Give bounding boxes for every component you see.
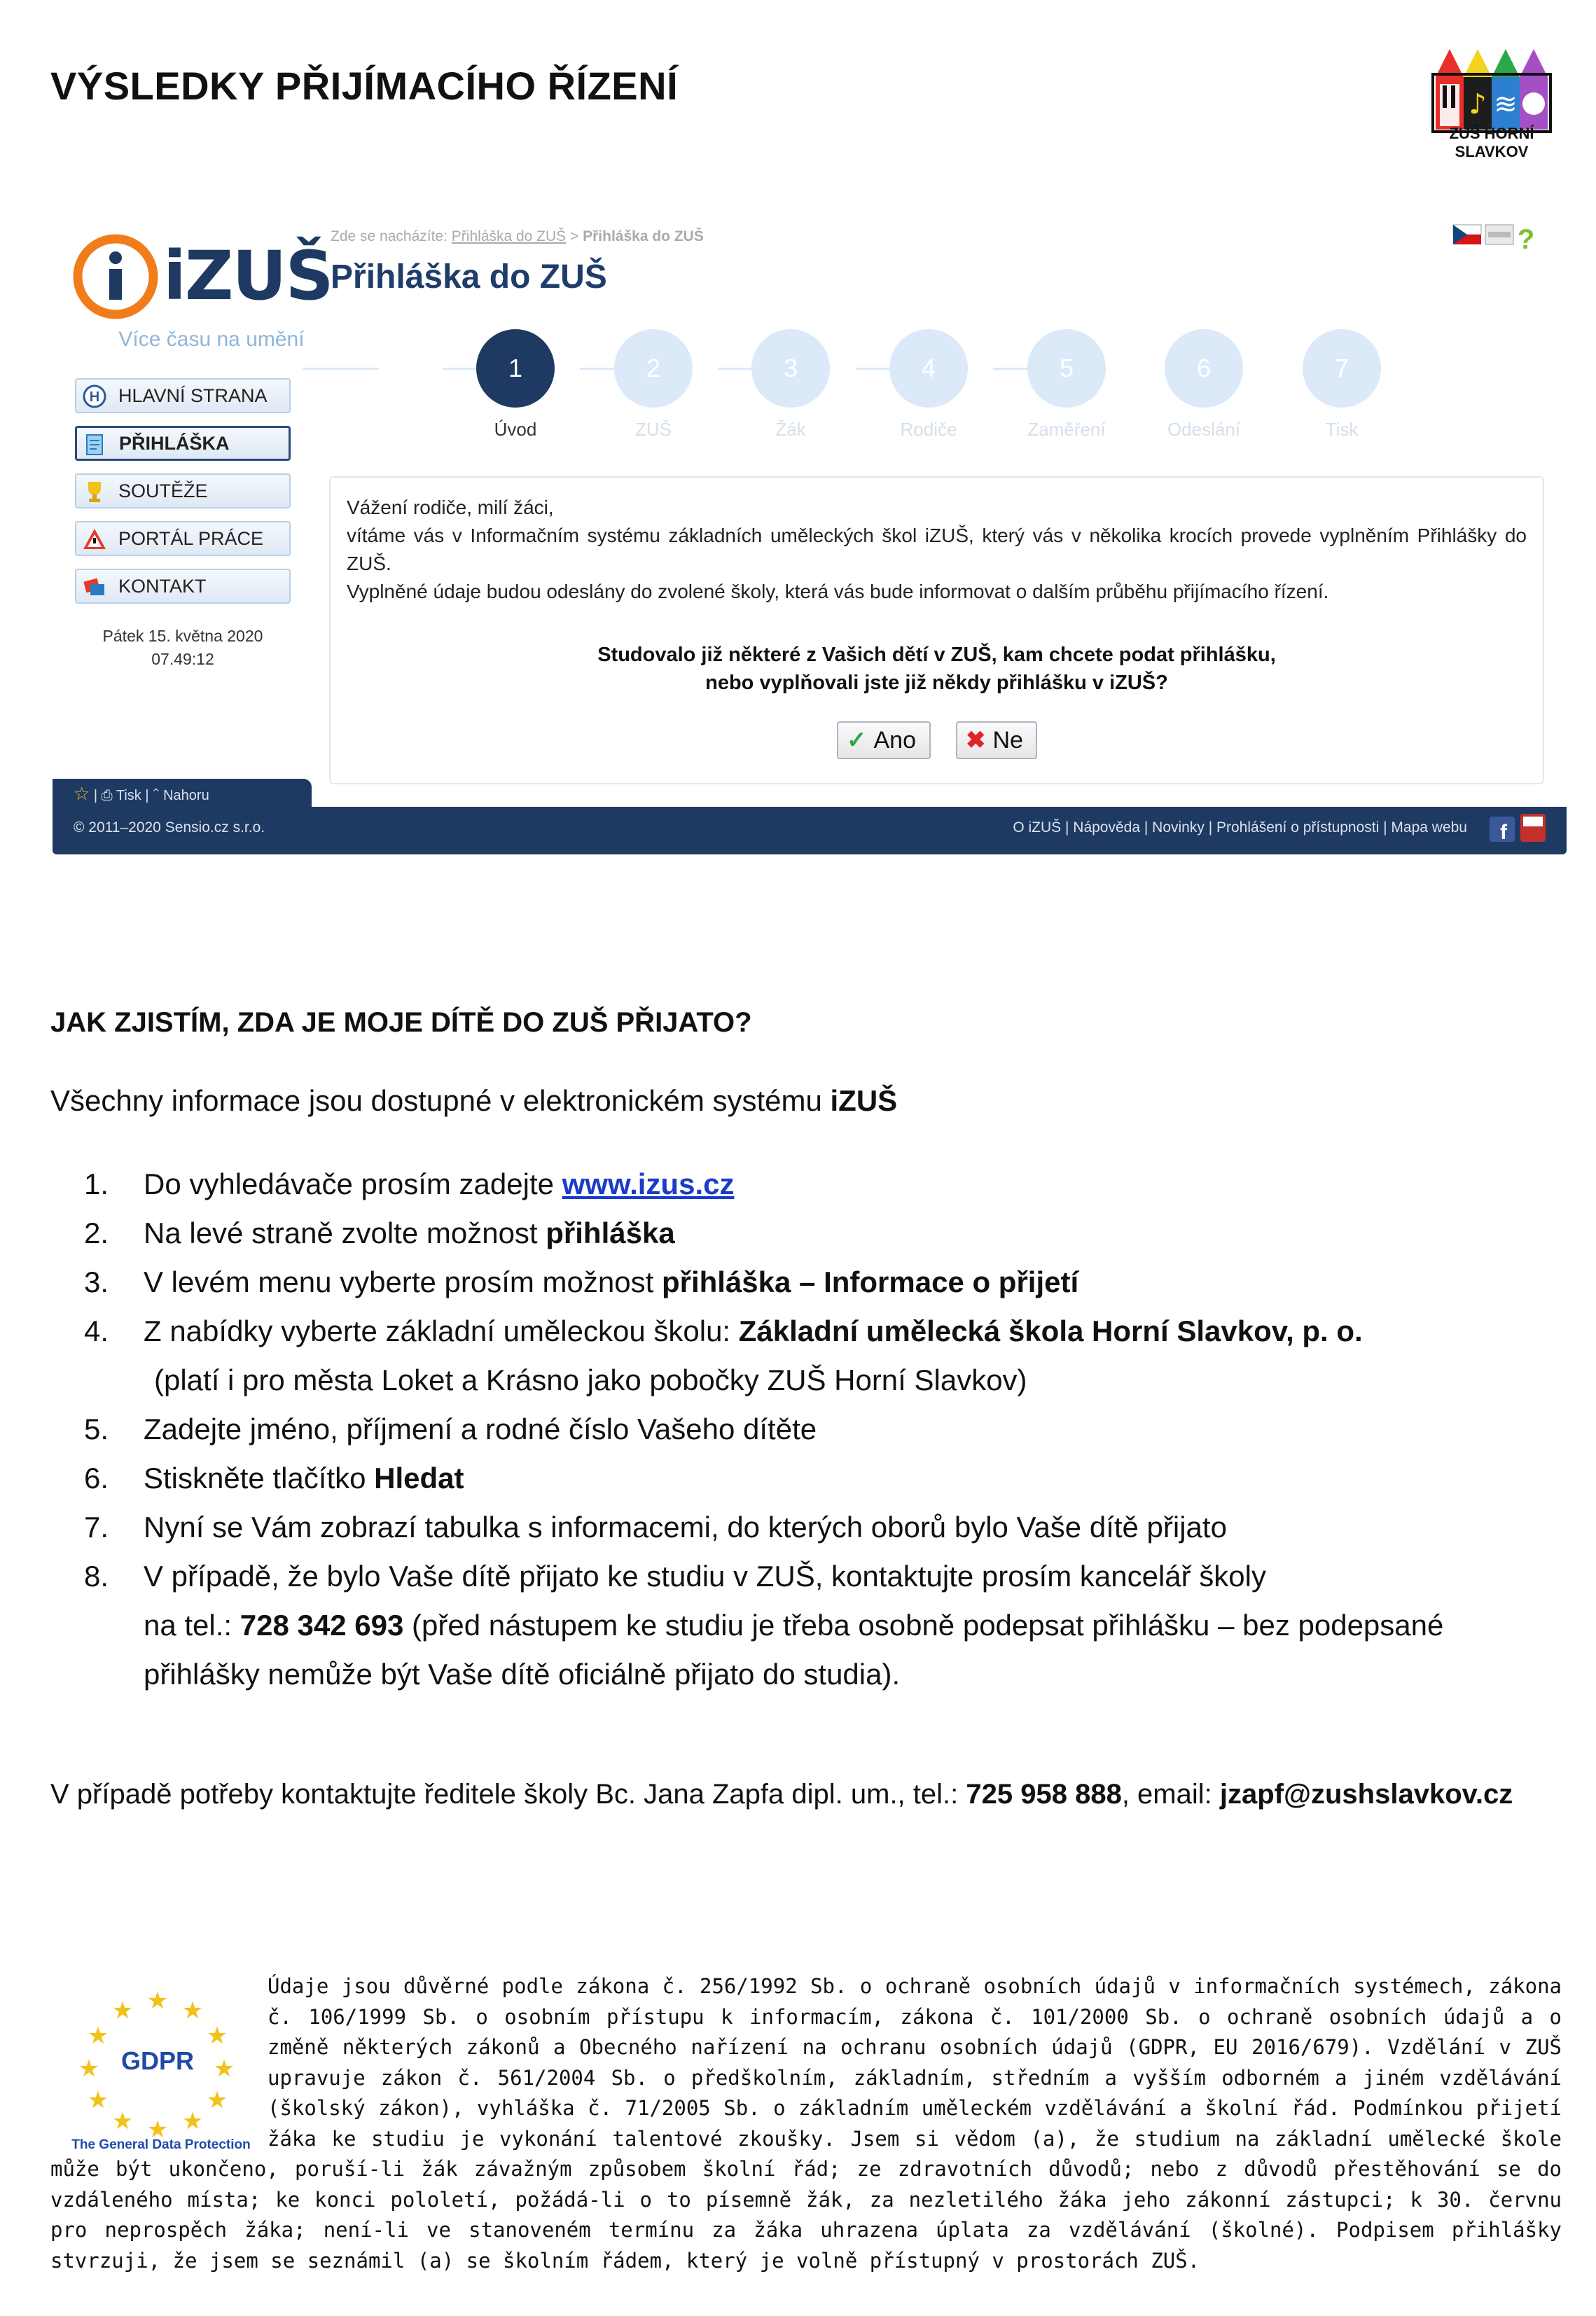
step-1-circle[interactable]: 1 xyxy=(476,329,555,408)
welcome-paragraph: Vyplněné údaje budou odeslány do zvolené školy, která vás bude informovat o dalším průběhu přijímacího řízení. xyxy=(347,581,1329,602)
svg-text:♪: ♪ xyxy=(1469,88,1487,120)
list-item xyxy=(84,1258,1555,1307)
director-email[interactable]: jzapf@zushslavkov.cz xyxy=(1219,1779,1513,1810)
list-number: 3. xyxy=(84,1266,109,1298)
form-heading: Přihláška do ZUŠ xyxy=(331,258,607,296)
star-icon[interactable]: ☆ xyxy=(74,783,90,804)
svg-text:★: ★ xyxy=(213,2055,235,2083)
welcome-greeting: Vážení rodiče, milí žáci, xyxy=(347,497,554,518)
gdpr-text: Údaje jsou důvěrné podle zákona č. 256/1992 Sb. o ochraně osobních údajů v informačních systémech, zákona č. 106/1999 Sb. o osobním přístupu k informacím, zákona č. 101/2000 Sb. o ochraně osobních údajů a o změně některých zákonů a Obecného nařízení na ochranu osobních údajů (GDPR, EU 2016/679). Vzdělání v ZUŠ upravuje zákon č. 561/2004 Sb. o předškolním, základním, středním a vyšším odborném a jiném vzdělávání (školský zákon), vyhláška č. 71/2005 Sb. o základním uměleckém vzdělávání a školní řád. Podmínkou přijetí žáka ke studiu je vykonání talentové zkoušky. Jsem si vědom (a), že studium na základní umělecké škole může být ukončeno, poruší-li žák závažným způsobem školní řád; ze zdravotních důvodů; nebo z důvodů přestěhování se do vzdáleného místa; ke konci pololetí, požádá-li o to písemně žák, za nezletilého žáka jeho zákonní zástupci; k 30. červnu pro neprospěch žáka; není-li ve stanoveném termínu za žáka uhrazena úplata za vzdělávání (školné). Podpisem přihlášky stvrzuji, že jsem se seznámil (a) se školním řádem, který je volně přístupný v prostorách ZUŠ. xyxy=(50,1974,1562,2273)
izus-screenshot xyxy=(53,210,1567,854)
list-item xyxy=(84,1209,1555,1258)
item-text: Nyní se Vám zobrazí tabulka s informacemi, do kterých oborů bylo Vaše dítě přijato xyxy=(144,1511,1227,1544)
contact-card-icon xyxy=(82,574,107,599)
no-button[interactable] xyxy=(956,721,1037,759)
time-line: 07.49:12 xyxy=(151,650,214,668)
svg-text:f: f xyxy=(1500,821,1507,844)
list-number: 2. xyxy=(84,1216,109,1249)
facebook-icon[interactable] xyxy=(1490,817,1515,844)
question-line: Studovalo již některé z Vašich dětí v ZUŠ, kam chcete podat přihlášku, xyxy=(597,644,1276,666)
instructions-list xyxy=(84,1160,1555,1699)
list-item xyxy=(84,1454,1555,1503)
svg-text:★: ★ xyxy=(181,2107,204,2135)
breadcrumb-separator: > xyxy=(566,228,583,244)
footer-link-news[interactable]: Novinky xyxy=(1152,819,1205,835)
contact-line xyxy=(50,1779,1513,1810)
item-text: Zadejte jméno, příjmení a rodné číslo Vašeho dítěte xyxy=(144,1413,817,1445)
cross-icon: ✖ xyxy=(966,727,986,754)
item-bold: přihláška – Informace o přijetí xyxy=(661,1266,1079,1298)
nav-souteze[interactable] xyxy=(75,473,291,508)
list-number: 8. xyxy=(84,1560,109,1593)
print-link[interactable]: Tisk xyxy=(116,788,141,803)
nav-label: KONTAKT xyxy=(118,575,207,597)
breadcrumb-current: Přihláška do ZUŠ xyxy=(583,228,704,244)
list-item xyxy=(84,1552,1555,1699)
youtube-icon[interactable] xyxy=(1520,814,1546,842)
step-2-label: ZUŠ xyxy=(635,419,672,440)
yes-label: Ano xyxy=(873,726,916,754)
item-bold: přihláška xyxy=(546,1216,675,1249)
item-text: Stiskněte tlačítko xyxy=(144,1462,375,1495)
nav-label: PORTÁL PRÁCE xyxy=(118,527,264,549)
izus-brand: iZUŠ xyxy=(163,237,333,315)
step-6-circle[interactable]: 6 xyxy=(1165,329,1243,408)
footer-link-accessibility[interactable]: Prohlášení o přístupnosti xyxy=(1216,819,1380,835)
date-line: Pátek 15. května 2020 xyxy=(102,627,263,645)
list-number: 1. xyxy=(84,1167,109,1200)
svg-text:H: H xyxy=(89,389,100,405)
intro-plain: Všechny informace jsou dostupné v elektronickém systému xyxy=(50,1084,831,1117)
step-6-label: Odeslání xyxy=(1167,419,1241,440)
warning-sign-icon xyxy=(82,527,107,552)
page-title: VÝSLEDKY PŘIJÍMACÍHO ŘÍZENÍ xyxy=(50,64,679,108)
izus-tagline: Více času na umění xyxy=(118,328,305,351)
svg-text:★: ★ xyxy=(181,1997,204,2025)
footer-tools xyxy=(74,783,209,805)
list-item xyxy=(84,1405,1555,1454)
contact-email-label: , email: xyxy=(1121,1779,1220,1810)
izus-link[interactable]: www.izus.cz xyxy=(562,1167,735,1200)
director-phone: 725 958 888 xyxy=(966,1779,1122,1810)
help-icon[interactable]: ? xyxy=(1517,224,1535,255)
item-text: (před nástupem ke studiu je třeba osobně podepsat přihlášku – bez podepsané xyxy=(403,1609,1444,1642)
step-5-circle[interactable]: 5 xyxy=(1027,329,1106,408)
check-icon: ✓ xyxy=(847,727,867,754)
step-7-circle[interactable]: 7 xyxy=(1303,329,1381,408)
czech-flag-icon[interactable] xyxy=(1453,225,1481,244)
step-4-label: Rodiče xyxy=(900,419,957,440)
yes-button[interactable] xyxy=(837,721,931,759)
language-flag-icon[interactable] xyxy=(1485,225,1513,244)
nav-label: PŘIHLÁŠKA xyxy=(119,432,230,454)
copyright: © 2011–2020 Sensio.cz s.r.o. xyxy=(74,819,265,835)
intro-text xyxy=(50,1084,897,1118)
print-icon[interactable]: ⎙ xyxy=(101,788,113,803)
list-number: 5. xyxy=(84,1413,109,1445)
list-item xyxy=(84,1307,1555,1405)
document-icon xyxy=(83,432,108,457)
list-number: 6. xyxy=(84,1462,109,1495)
breadcrumb xyxy=(331,228,704,245)
step-4-circle[interactable]: 4 xyxy=(889,329,968,408)
svg-text:≋: ≋ xyxy=(1494,88,1518,120)
item-bold: Základní umělecká škola Horní Slavkov, p. o. xyxy=(738,1315,1363,1347)
list-item xyxy=(84,1503,1555,1552)
item-text: Na levé straně zvolte možnost xyxy=(144,1216,546,1249)
svg-text:★: ★ xyxy=(206,2086,228,2114)
svg-text:★: ★ xyxy=(146,2116,169,2144)
social-icons[interactable] xyxy=(1488,811,1558,846)
svg-text:★: ★ xyxy=(206,2022,228,2050)
separator: | xyxy=(93,788,102,803)
intro-bold: iZUŠ xyxy=(830,1084,898,1117)
item-note: (platí i pro města Loket a Krásno jako pobočky ZUŠ Horní Slavkov) xyxy=(154,1364,1027,1396)
item-text: V případě, že bylo Vaše dítě přijato ke studiu v ZUŠ, kontaktujte prosím kancelář školy xyxy=(144,1560,1266,1593)
logo-caption: ZUŠ HORNÍ SLAVKOV xyxy=(1449,125,1534,160)
section-heading: JAK ZJISTÍM, ZDA JE MOJE DÍTĚ DO ZUŠ PŘIJATO? xyxy=(50,1007,752,1038)
nav-portal-prace[interactable] xyxy=(75,521,291,556)
gdpr-badge-label: GDPR xyxy=(120,2046,194,2075)
svg-text:★: ★ xyxy=(78,2055,100,2083)
up-arrow-icon[interactable]: ⌃ xyxy=(153,788,160,803)
item-text: Z nabídky vyberte základní uměleckou školu: xyxy=(144,1315,739,1347)
item-text: V levém menu vyberte prosím možnost xyxy=(144,1266,662,1298)
nav-label: SOUTĚŽE xyxy=(118,480,208,501)
step-2-circle[interactable]: 2 xyxy=(614,329,693,408)
home-icon xyxy=(82,384,107,409)
svg-text:★: ★ xyxy=(111,1997,134,2025)
separator: | xyxy=(145,788,153,803)
item-text: Do vyhledávače prosím zadejte xyxy=(144,1167,562,1200)
language-flags[interactable] xyxy=(1452,221,1536,256)
list-number: 7. xyxy=(84,1511,109,1544)
item-bold: Hledat xyxy=(374,1462,464,1495)
trophy-icon xyxy=(82,479,107,504)
step-5-label: Zaměření xyxy=(1027,419,1106,440)
welcome-paragraph: vítáme vás v Informačním systému základních uměleckých škol iZUŠ, který vás v několika krocích provede vyplněním Přihlášky do ZUŠ. xyxy=(347,525,1527,574)
nav-label: HLAVNÍ STRANA xyxy=(118,384,268,406)
footer-link-help[interactable]: Nápověda xyxy=(1073,819,1141,835)
step-3-label: Žák xyxy=(775,419,806,440)
svg-text:★: ★ xyxy=(111,2107,134,2135)
breadcrumb-prefix: Zde se nacházíte: xyxy=(331,228,447,244)
question-text xyxy=(347,641,1527,697)
footer-links: O iZUŠ | Nápověda | Novinky | Prohlášení o přístupnosti | Mapa webu xyxy=(1013,819,1467,835)
gdpr-notice xyxy=(50,1971,1562,2276)
footer-link-about[interactable]: O iZUŠ xyxy=(1013,819,1062,835)
step-7-label: Tisk xyxy=(1325,419,1359,440)
list-item xyxy=(84,1160,1555,1209)
svg-text:★: ★ xyxy=(146,1987,169,2015)
item-text: na tel.: xyxy=(144,1609,240,1642)
no-label: Ne xyxy=(992,726,1023,754)
nav-hlavni-strana[interactable] xyxy=(75,378,291,413)
top-link[interactable]: Nahoru xyxy=(163,788,209,803)
step-1-label: Úvod xyxy=(494,419,537,440)
gdpr-badge xyxy=(46,1982,277,2157)
breadcrumb-link[interactable]: Přihláška do ZUŠ xyxy=(451,228,567,244)
current-date xyxy=(75,625,291,671)
office-phone: 728 342 693 xyxy=(240,1609,404,1642)
svg-text:★: ★ xyxy=(87,2086,109,2114)
list-number: 4. xyxy=(84,1315,109,1347)
nav-prihlaska[interactable] xyxy=(75,426,291,461)
gdpr-badge-caption: The General Data Protection xyxy=(71,2137,251,2152)
welcome-text xyxy=(347,494,1527,606)
question-line: nebo vyplňovali jste již někdy přihlášku v iZUŠ? xyxy=(705,672,1168,694)
svg-text:★: ★ xyxy=(87,2022,109,2050)
step-3-circle[interactable]: 3 xyxy=(751,329,830,408)
contact-text: V případě potřeby kontaktujte ředitele školy Bc. Jana Zapfa dipl. um., tel.: xyxy=(50,1779,966,1810)
item-text: přihlášky nemůže být Vaše dítě oficiálně přijato do studia). xyxy=(144,1658,901,1691)
nav-kontakt[interactable] xyxy=(75,569,291,604)
footer-link-sitemap[interactable]: Mapa webu xyxy=(1391,819,1467,835)
